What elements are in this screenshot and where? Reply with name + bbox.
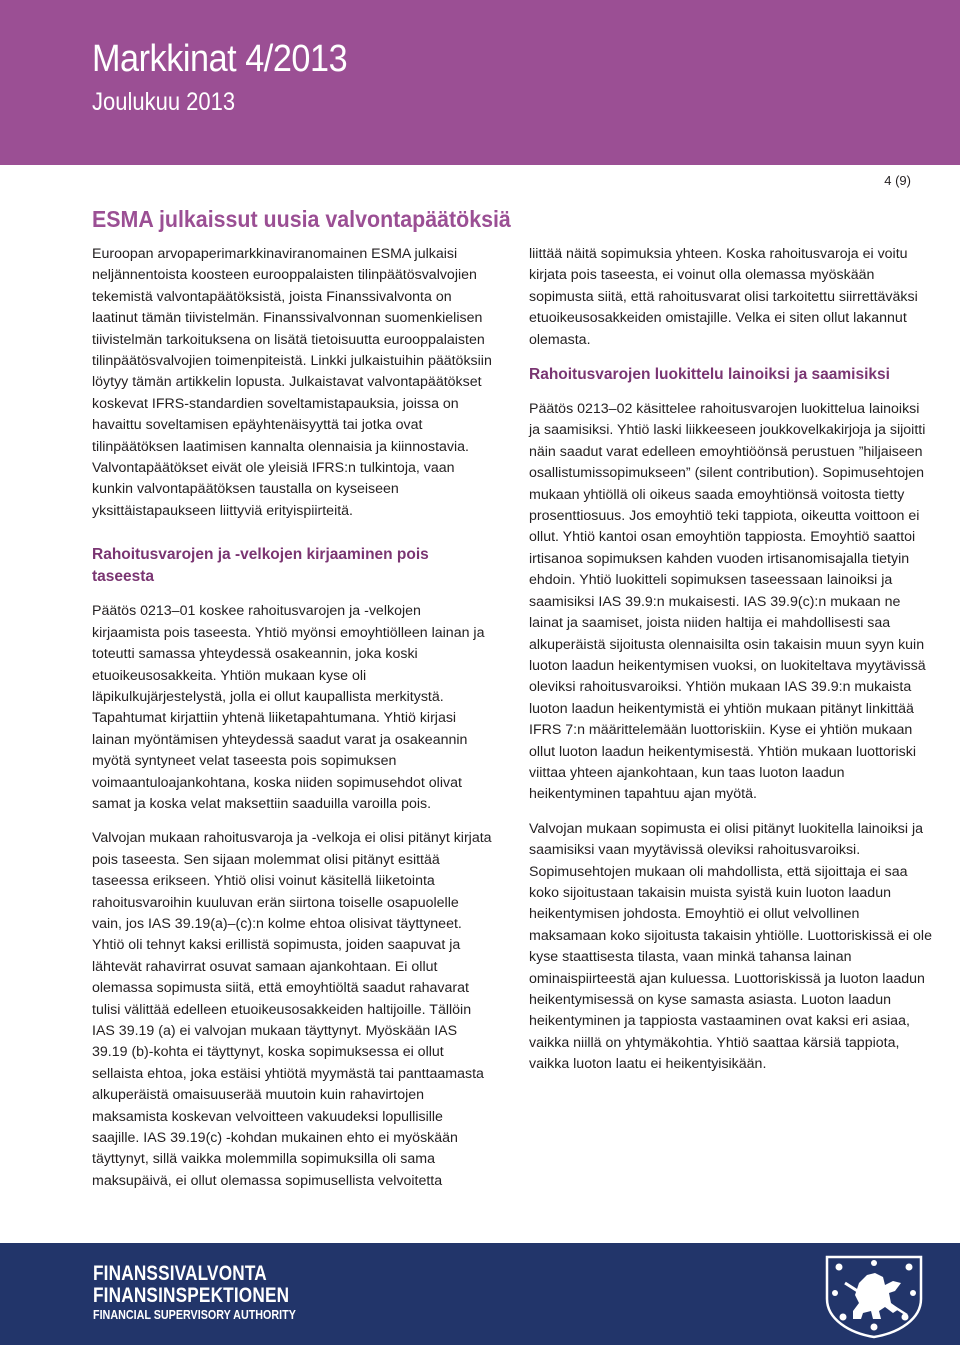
finland-coat-of-arms-icon <box>815 1253 933 1339</box>
page-title: Markkinat 4/2013 <box>92 38 348 80</box>
paragraph: Euroopan arvopaperimarkkinaviranomainen ESMA julkaisi neljännentoista koosteen eurooppalaisten tilinpäätösvalvojien tekemistä valvontapäätöksistä, joista Finanssivalvonta on laatinut tämän tiivistelmän. Finanssivalvonnan suomenkielisen tiivistelmän tarkoituksena on lisätä tietoisuutta eurooppalaisten tilinpäätösvalvojien toimenpiteistä. Linkki julkaistuihin päätöksiin löytyy tämän artikkelin lopusta. Julkaistavat valvontapäätökset koskevat IFRS-standardien soveltamistapauksia, joissa on havaittu soveltamisen epäyhtenäisyyttä tai jotka ovat tilinpäätöksen laatimisen kannalta olennaisia ja kiinnostavia. Valvontapäätökset eivät ole yleisiä IFRS:n tulkintoja, vaan kunkin valvontapäätöksen taustalla on kyseiseen yksittäistapaukseen liittyviä erityispiirteitä. <box>92 246 492 519</box>
page-subtitle: Joulukuu 2013 <box>92 88 236 116</box>
article-title: ESMA julkaissut uusia valvontapäätöksiä <box>92 206 511 232</box>
paragraph: Päätös 0213–02 käsittelee rahoitusvarojen luokittelua lainoiksi ja saamisiksi. Yhtiö laski liikkeeseen joukkovelkakirjoja ja sijoitti näin saadut varat edelleen emoyhtiöönsä perustuen ”hiljaiseen osallistumissopimukseen” (silent contribution). Sopimusehtojen mukaan yhtiöllä oli oikeus saada emoyhtiönsä voitosta tietty prosenttiosuus. Jos emoyhtiö teki tappiota, oikeutta voittoon ei ollut. Yhtiö kantoi osan emoyhtiön tappiosta. Emoyhtiö saattoi irtisanoa sopimuksen kahden vuoden irtisanomisajalla tietyin ehdoin. Yhtiö luokitteli sopimuksen taseessaan lainoiksi ja saamisiksi IAS 39.9:n mukaisesti. IAS 39.9(c):n mukaan ne lainat ja saamiset, joista niiden haltija ei mahdollisesti saa alkuperäistä sijoitusta olennaisilta osin takaisin muun syyn kuin luoton laadun heikentymisen vuoksi, on luokiteltava myytävissä oleviksi rahoitusvaroiksi. Yhtiön mukaan IAS 39.9:n mukaista luoton laadun heikentymistä ei yhtiön mukaan pitänyt linkittää IFRS 7:n määrittelemään luottoriskiin. Kyse ei yhtiön mukaan ollut luoton laadun heikentymisestä. Yhtiön mukaan luottoriski viittaa yhteen ajankohtaan, kun taas luoton laadun heikentyminen tapahtuu ajan myötä. <box>529 401 926 803</box>
right-column <box>529 244 933 1089</box>
section-heading: Rahoitusvarojen luokittelu lainoiksi ja saamisiksi <box>529 366 890 384</box>
paragraph: liittää näitä sopimuksia yhteen. Koska rahoitusvaroja ei voitu kirjata pois taseesta, ei voinut olla olemassa myöskään sopimusta siitä, että rahoitusvarat olisi tarkoitettu siirrettäväksi etuoikeusosakkeiden omistajille. Velka ei siten ollut lakannut olemasta. <box>529 246 918 348</box>
footer-org-name-en: FINANCIAL SUPERVISORY AUTHORITY <box>93 1308 296 1322</box>
header-banner <box>0 0 960 165</box>
footer-org-name-fi: FINANSSIVALVONTA <box>93 1262 267 1285</box>
paragraph: Valvojan mukaan rahoitusvaroja ja -velkoja ei olisi pitänyt kirjata pois taseesta. Sen sijaan molemmat olisi pitänyt esittää taseessa erikseen. Yhtiö olisi voinut käsitellä liiketointa rahoitusvaroihin kuuluvan erän siirtona toiselle osapuolelle vain, jos IAS 39.19(a)–(c):n kolme ehtoa olisivat täyttyneet. Yhtiö oli tehnyt kaksi erillistä sopimusta, joiden saapuvat ja lähtevät rahavirrat osuvat samaan ajankohtaan. Ei ollut olemassa sopimusta siitä, että emoyhtiöltä saadut rahavarat tulisi välittää edelleen etuoikeusosakkeiden haltijoille. Tällöin IAS 39.19 (a) ei valvojan mukaan täyttynyt. Myöskään IAS 39.19 (b)-kohta ei täyttynyt, koska sopimuksessa ei ollut sellaista ehtoa, joka estäisi yhtiötä myymästä tai panttaamasta alkuperäistä omaisuuserää muutoin kuin rahavirtojen maksamista koskevan velvoitteen vakuudeksi lopullisille saajille. IAS 39.19(c) -kohdan mukainen ehto ei myöskään täyttynyt, sillä vaikka molemmilla sopimuksilla oli sama maksupäivä, ei ollut olemassa sopimusellista velvoitetta <box>92 830 492 1189</box>
paragraph: Valvojan mukaan sopimusta ei olisi pitänyt luokitella lainoiksi ja saamisiksi vaan myytävissä oleviksi rahoitusvaroiksi. Sopimusehtojen mukaan oli mahdollista, että sijoittaja ei saa koko sijoitustaan takaisin muista syistä kuin luoton laadun heikentymisen johdosta. Emoyhtiö ei ollut velvollinen maksamaan koko sijoitusta takaisin yhtiölle. Luottoriskissä ei ole kyse staattisesta tilasta, vaan minkä tahansa lainan ominaispiirteestä ajan kuluessa. Luottoriskissä ja luoton laadun heikentymisessä on kyse samasta asiasta. Luoton laadun heikentyminen ja tappiosta vastaaminen ovat kaksi eri asiaa, vaikka niillä on yhtymäkohtia. Yhtiö saattaa kärsiä tappiota, vaikka luoton laatu ei heikentyisikään. <box>529 820 932 1073</box>
paragraph: Päätös 0213–01 koskee rahoitusvarojen ja -velkojen kirjaamista pois taseesta. Yhtiö myönsi emoyhtiölleen lainan ja toteutti samassa yhteydessä osakeannin, joka koski etuoikeusosakkeita. Yhtiön mukaan kyse oli läpikulkujärjestelystä, jolla ei ollut kaupallista merkitystä. Tapahtumat kirjattiin yhtenä liiketapahtumana. Yhtiö kirjasi lainan myöntämisen yhteydessä saadut varat ja osakeannin myötä syntyneet velat taseesta pois sopimuksen voimaantuloajankohtana, koska niiden sopimusehdot olivat samat ja koska velat maksettiin saaduilla varoilla pois. <box>92 603 485 812</box>
section-heading: Rahoitusvarojen ja -velkojen kirjaaminen pois taseesta <box>92 546 429 586</box>
left-column <box>92 244 492 1205</box>
page-number: 4 (9) <box>884 173 911 188</box>
footer-org-name-sv: FINANSINSPEKTIONEN <box>93 1284 290 1307</box>
